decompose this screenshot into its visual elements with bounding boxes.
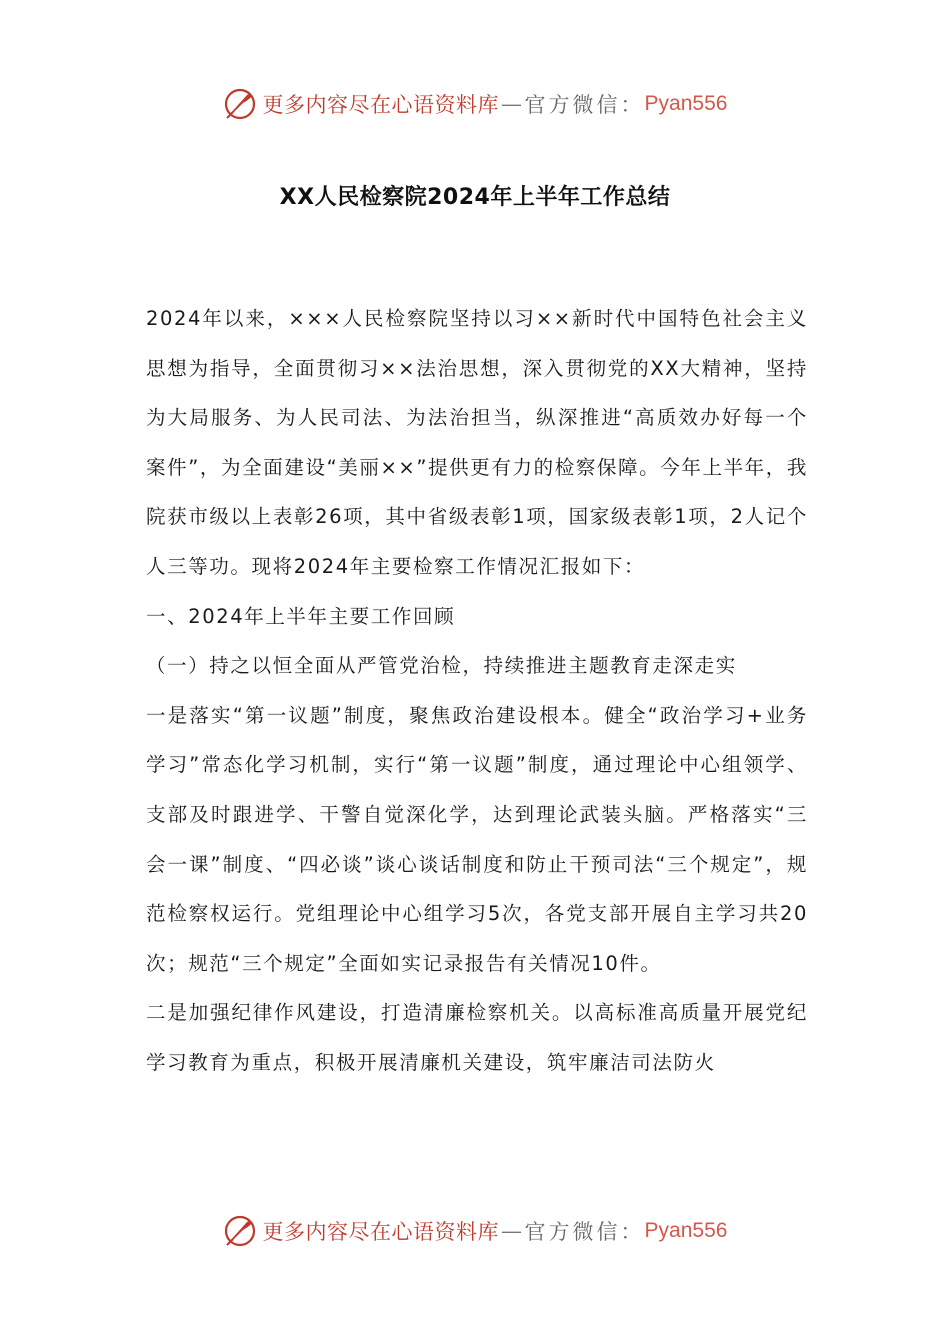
quill-logo-icon bbox=[223, 87, 257, 121]
footer-watermark bbox=[0, 1209, 950, 1253]
watermark-dash: — bbox=[501, 1219, 523, 1243]
document-body bbox=[146, 294, 808, 1088]
watermark-title: 更多内容尽在心语资料库 bbox=[262, 93, 500, 117]
body-paragraph: 一是落实“第一议题”制度，聚焦政治建设根本。健全“政治学习+业务学习”常态化学习机制，实行“第一议题”制度，通过理论中心组领学、支部及时跟进学、干警自觉深化学，达到理论武装头脑。严格落实“三会一课”制度、“四必谈”谈心谈话制度和防止干预司法“三个规定”，规范检察权运行。党组理论中心组学习5次，各党支部开展自主学习共20次；规范“三个规定”全面如实记录报告有关情况10件。 bbox=[146, 703, 808, 975]
watermark-label: 官方微信： bbox=[524, 1220, 645, 1244]
body-paragraph: 二是加强纪律作风建设，打造清廉检察机关。以高标准高质量开展党纪学习教育为重点，积极开展清廉机关建设，筑牢廉洁司法防火 bbox=[146, 1001, 808, 1074]
watermark-dash: — bbox=[501, 92, 523, 116]
watermark-title: 更多内容尽在心语资料库 bbox=[262, 1220, 500, 1244]
watermark-id: Pyan556 bbox=[644, 1219, 728, 1242]
section-heading: 一、2024年上半年主要工作回顾 bbox=[146, 604, 456, 628]
quill-logo-icon bbox=[223, 1214, 257, 1248]
document-title: XX人民检察院2024年上半年工作总结 bbox=[279, 185, 671, 210]
watermark-id: Pyan556 bbox=[644, 92, 728, 115]
subsection-heading: （一）持之以恒全面从严管党治检，持续推进主题教育走深走实 bbox=[146, 654, 737, 678]
watermark-label: 官方微信： bbox=[524, 93, 645, 117]
intro-paragraph: 2024年以来，×××人民检察院坚持以习××新时代中国特色社会主义思想为指导，全面贯彻习××法治思想，深入贯彻党的XX大精神，坚持为大局服务、为人民司法、为法治担当，纵深推进“高质效办好每一个案件”，为全面建设“美丽××”提供更有力的检察保障。今年上半年，我院获市级以上表彰26项，其中省级表彰1项，国家级表彰1项，2人记个人三等功。现将2024年主要检察工作情况汇报如下： bbox=[146, 307, 808, 578]
header-watermark bbox=[0, 82, 950, 126]
